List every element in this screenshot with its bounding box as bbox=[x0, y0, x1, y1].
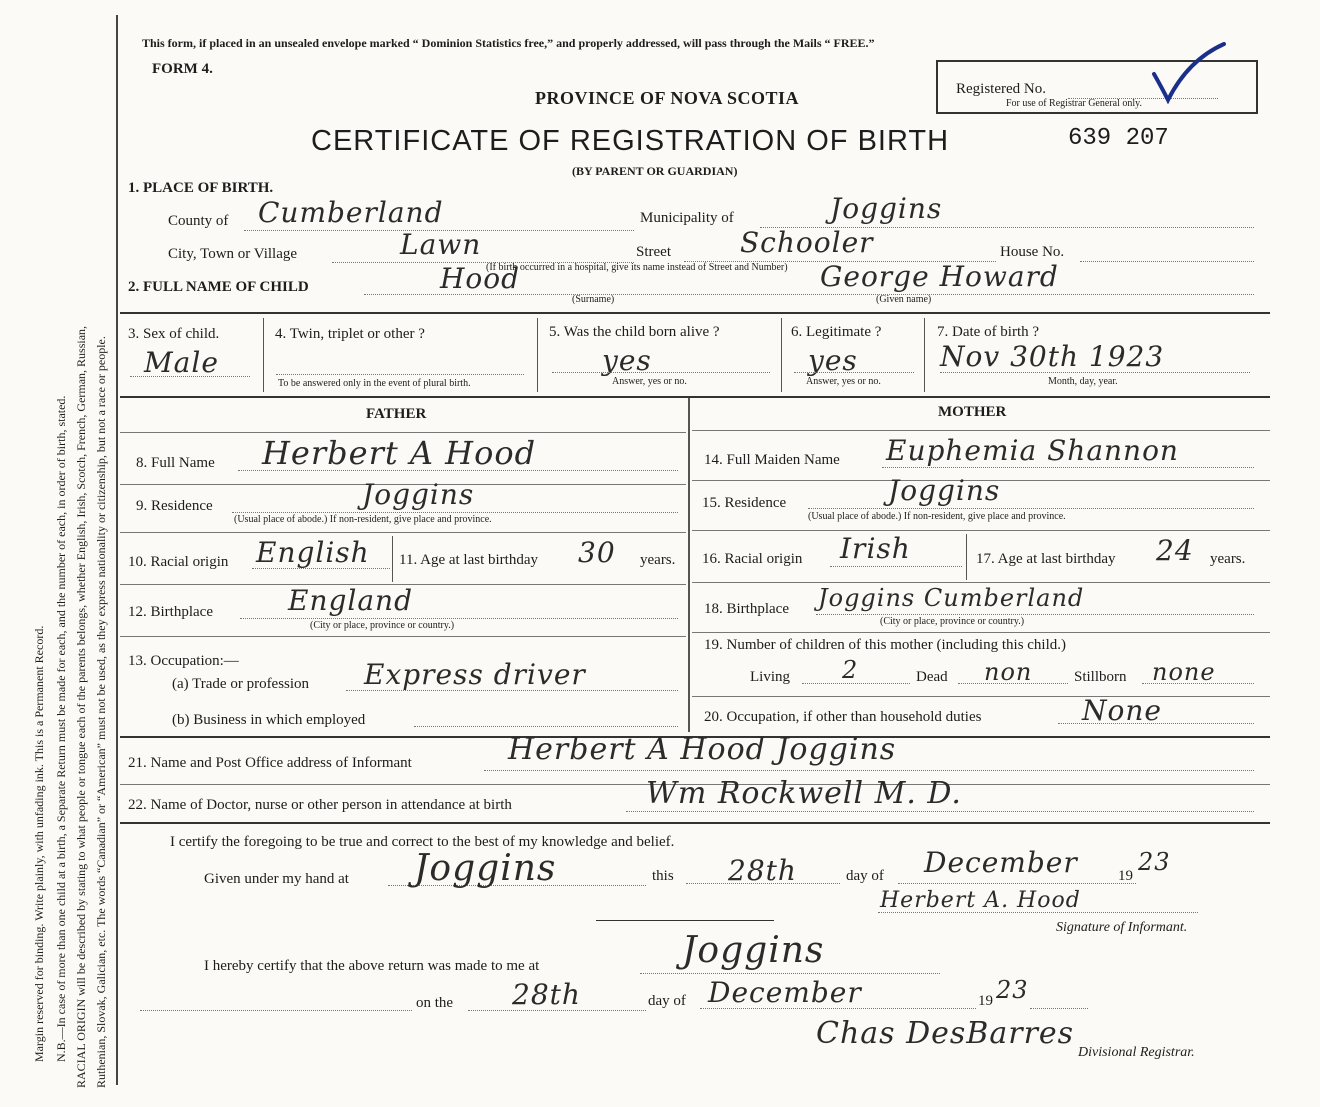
born-alive-label: 5. Was the child born alive ? bbox=[549, 324, 720, 340]
father-age-label: 11. Age at last birthday bbox=[399, 552, 538, 568]
province-title: PROVINCE OF NOVA SCOTIA bbox=[535, 88, 800, 108]
living-label: Living bbox=[750, 669, 790, 685]
mother-birthplace-caption: (City or place, province or country.) bbox=[880, 616, 1025, 627]
legitimate-value: yes bbox=[808, 344, 858, 377]
certification-year-suffix: 23 bbox=[1138, 848, 1171, 876]
born-alive-value: yes bbox=[602, 344, 652, 377]
mother-residence-caption: (Usual place of abode.) If non-resident, give place and province. bbox=[808, 511, 1066, 522]
registrar-statement: I hereby certify that the above return was made to me at bbox=[204, 958, 540, 974]
mother-name-value: Euphemia Shannon bbox=[886, 434, 1179, 467]
father-age-unit: years. bbox=[640, 552, 676, 568]
child-name-label: 2. FULL NAME OF CHILD bbox=[128, 279, 309, 295]
mother-birthplace-value: Joggins Cumberland bbox=[818, 584, 1085, 612]
living-value: 2 bbox=[842, 656, 859, 684]
father-trade-value: Express driver bbox=[364, 658, 586, 691]
registrar-year-prefix: 19 bbox=[978, 993, 993, 1009]
registrar-month: December bbox=[708, 976, 862, 1009]
mother-racial-origin-label: 16. Racial origin bbox=[702, 551, 803, 567]
postage-note: This form, if placed in an unsealed envelope marked “ Dominion Statistics free,” and properly addressed, will pass through the Mails “ FREE.” bbox=[142, 36, 875, 50]
registered-note: For use of Registrar General only. bbox=[1006, 98, 1142, 109]
born-alive-caption: Answer, yes or no. bbox=[612, 376, 687, 387]
father-racial-origin-label: 10. Racial origin bbox=[128, 554, 229, 570]
hospital-note: (If birth occurred in a hospital, give its name instead of Street and Number) bbox=[486, 262, 788, 273]
stillborn-value: none bbox=[1152, 658, 1216, 686]
street-label: Street bbox=[636, 244, 671, 260]
certification-day: 28th bbox=[728, 854, 797, 887]
date-of-birth-caption: Month, day, year. bbox=[1048, 376, 1118, 387]
stillborn-label: Stillborn bbox=[1074, 669, 1127, 685]
margin-plural-birth-note: N.B.—In case of more than one child at a birth, a Separate Return must be made for each, and the number of each, in order of birth, stated. bbox=[54, 395, 68, 1062]
margin-racial-origin-note-2: Ruthenian, Slovak, Galician, etc. The words “Canadian” or “American” must not be used, as they express nationality or citizenship, but not a race or people. bbox=[94, 336, 108, 1088]
given-name-caption: (Given name) bbox=[876, 294, 932, 305]
mother-children-label: 19. Number of children of this mother (including this child.) bbox=[704, 637, 1067, 653]
certification-place: Joggins bbox=[414, 848, 557, 889]
informant-value: Herbert A Hood Joggins bbox=[508, 732, 897, 767]
registered-number-box bbox=[936, 60, 1258, 114]
city-label: City, Town or Village bbox=[168, 246, 298, 262]
checkmark-icon bbox=[1148, 40, 1228, 104]
mother-age-value: 24 bbox=[1156, 534, 1194, 567]
registrar-day: 28th bbox=[512, 978, 581, 1011]
registrar-place: Joggins bbox=[682, 930, 825, 971]
father-age-value: 30 bbox=[578, 536, 616, 569]
mother-age-label: 17. Age at last birthday bbox=[976, 551, 1116, 567]
mother-birthplace-label: 18. Birthplace bbox=[704, 601, 789, 617]
parents-column-divider bbox=[688, 398, 690, 732]
informant-signature-caption: Signature of Informant. bbox=[1056, 920, 1188, 935]
city-value: Lawn bbox=[400, 228, 482, 261]
mother-occupation-value: None bbox=[1082, 694, 1162, 727]
house-number-label: House No. bbox=[1000, 244, 1065, 260]
father-occupation-label: 13. Occupation:— bbox=[128, 653, 239, 669]
date-of-birth-value: Nov 30th 1923 bbox=[940, 340, 1165, 373]
registered-label: Registered No. bbox=[956, 81, 1046, 97]
certification-year-prefix: 19 bbox=[1118, 868, 1133, 884]
dead-label: Dead bbox=[916, 669, 948, 685]
child-surname-value: Hood bbox=[440, 262, 521, 295]
legitimate-caption: Answer, yes or no. bbox=[806, 376, 881, 387]
registrar-year-suffix: 23 bbox=[996, 976, 1029, 1004]
registrar-caption: Divisional Registrar. bbox=[1078, 1045, 1195, 1060]
child-given-name-value: George Howard bbox=[820, 260, 1059, 293]
informant-signature: Herbert A. Hood bbox=[880, 888, 1081, 913]
dead-value: non bbox=[984, 658, 1033, 686]
municipality-value: Joggins bbox=[830, 192, 943, 225]
divider-top bbox=[120, 312, 1270, 314]
place-of-birth-heading: 1. PLACE OF BIRTH. bbox=[128, 180, 274, 196]
father-business-label: (b) Business in which employed bbox=[172, 712, 366, 728]
divider-certification bbox=[120, 822, 1270, 824]
certificate-subtitle: (BY PARENT OR GUARDIAN) bbox=[572, 164, 738, 178]
county-label: County of bbox=[168, 213, 229, 229]
registrar-day-of-label: day of bbox=[648, 993, 686, 1009]
binding-margin-rule bbox=[116, 15, 118, 1085]
doctor-label: 22. Name of Doctor, nurse or other person in attendance at birth bbox=[128, 797, 512, 813]
given-under-hand-label: Given under my hand at bbox=[204, 871, 349, 887]
municipality-label: Municipality of bbox=[640, 210, 734, 226]
father-residence-caption: (Usual place of abode.) If non-resident, give place and province. bbox=[234, 514, 492, 525]
father-heading: FATHER bbox=[366, 406, 427, 422]
county-value: Cumberland bbox=[258, 196, 444, 229]
father-residence-label: 9. Residence bbox=[136, 498, 213, 514]
street-value: Schooler bbox=[740, 226, 874, 259]
mother-heading: MOTHER bbox=[938, 404, 1007, 420]
twin-label: 4. Twin, triplet or other ? bbox=[275, 326, 425, 342]
mother-occupation-label: 20. Occupation, if other than household duties bbox=[704, 709, 982, 725]
registrar-on-the-label: on the bbox=[416, 995, 454, 1011]
mother-age-unit: years. bbox=[1210, 551, 1246, 567]
surname-caption: (Surname) bbox=[572, 294, 615, 305]
certification-day-of-label: day of bbox=[846, 868, 884, 884]
twin-note: To be answered only in the event of plural birth. bbox=[278, 378, 471, 389]
father-birthplace-caption: (City or place, province or country.) bbox=[310, 620, 455, 631]
divider-parents bbox=[120, 396, 1270, 398]
date-of-birth-label: 7. Date of birth ? bbox=[937, 324, 1040, 340]
informant-label: 21. Name and Post Office address of Informant bbox=[128, 755, 412, 771]
father-name-label: 8. Full Name bbox=[136, 455, 215, 471]
sex-value: Male bbox=[144, 346, 219, 379]
father-trade-label: (a) Trade or profession bbox=[172, 676, 310, 692]
registration-number: 639 207 bbox=[1068, 125, 1169, 152]
mother-racial-origin-value: Irish bbox=[840, 532, 911, 565]
certificate-title: CERTIFICATE OF REGISTRATION OF BIRTH bbox=[311, 125, 950, 157]
mother-residence-label: 15. Residence bbox=[702, 495, 787, 511]
legitimate-label: 6. Legitimate ? bbox=[791, 324, 882, 340]
father-racial-origin-value: English bbox=[256, 536, 370, 569]
margin-racial-origin-note: RACIAL ORIGIN will be described by stating to what people or tongue each of the parents belongs, whether English, Irish, Scotch, French, German, Russian, bbox=[74, 325, 88, 1088]
father-birthplace-value: England bbox=[288, 584, 414, 617]
father-birthplace-label: 12. Birthplace bbox=[128, 604, 213, 620]
mother-name-label: 14. Full Maiden Name bbox=[704, 452, 840, 468]
margin-binding-note: Margin reserved for binding. Write plainly, with unfading ink. This is a Permanent Record. bbox=[32, 625, 46, 1062]
mother-residence-value: Joggins bbox=[888, 474, 1001, 507]
certification-statement: I certify the foregoing to be true and correct to the best of my knowledge and belief. bbox=[170, 834, 675, 850]
certification-this-label: this bbox=[652, 868, 674, 884]
doctor-value: Wm Rockwell M. D. bbox=[646, 776, 962, 811]
form-number: FORM 4. bbox=[152, 61, 213, 77]
father-name-value: Herbert A Hood bbox=[262, 434, 537, 472]
father-residence-value: Joggins bbox=[362, 478, 475, 511]
sex-label: 3. Sex of child. bbox=[128, 326, 220, 342]
certification-month: December bbox=[924, 846, 1078, 879]
registrar-signature: Chas DesBarres bbox=[816, 1016, 1075, 1051]
